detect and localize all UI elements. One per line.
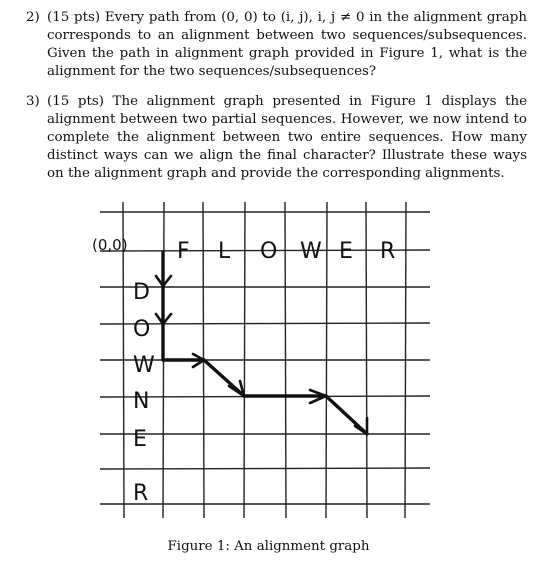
top-sequence-letter: W <box>300 239 322 264</box>
top-sequence-letter: O <box>260 239 278 264</box>
figure-caption: Figure 1: An alignment graph <box>167 539 370 554</box>
question-number: 3) <box>26 94 40 109</box>
top-sequence-letter: L <box>218 239 231 264</box>
question-text: (15 pts) Every path from (0, 0) to (i, j), i, j ≠ 0 in the alignment graph corresponds to an alignment between two sequences/subsequences. Given the path in alignment graph provided in Figure 1, what is the alignment for the two sequences/subsequences? <box>47 10 527 79</box>
alignment-graph <box>90 196 440 526</box>
left-sequence-letter: E <box>133 427 147 452</box>
alignment-path <box>156 252 367 434</box>
path-segment <box>326 396 367 434</box>
origin-label: (0,0) <box>92 236 128 254</box>
left-sequence-letter: N <box>133 389 150 414</box>
top-sequence-letter: F <box>177 239 190 264</box>
left-sequence-letter: D <box>133 280 150 305</box>
left-sequence-letter: O <box>133 317 151 342</box>
left-sequence-letter: R <box>133 481 149 506</box>
top-sequence-letter: E <box>339 239 353 264</box>
top-sequence-letter: R <box>380 239 396 264</box>
question-text: (15 pts) The alignment graph presented in Figure 1 displays the alignment between two partial sequences. However, we now intend to complete the alignment between two entire sequences. How many distinct ways can we align the final character? Illustrate these ways on the alignment graph and provide the corresponding alignments. <box>47 94 527 181</box>
left-sequence-letter: W <box>133 353 155 378</box>
arrow-head <box>355 418 367 434</box>
question-number: 2) <box>26 10 40 25</box>
grid-line-horizontal <box>100 468 430 469</box>
